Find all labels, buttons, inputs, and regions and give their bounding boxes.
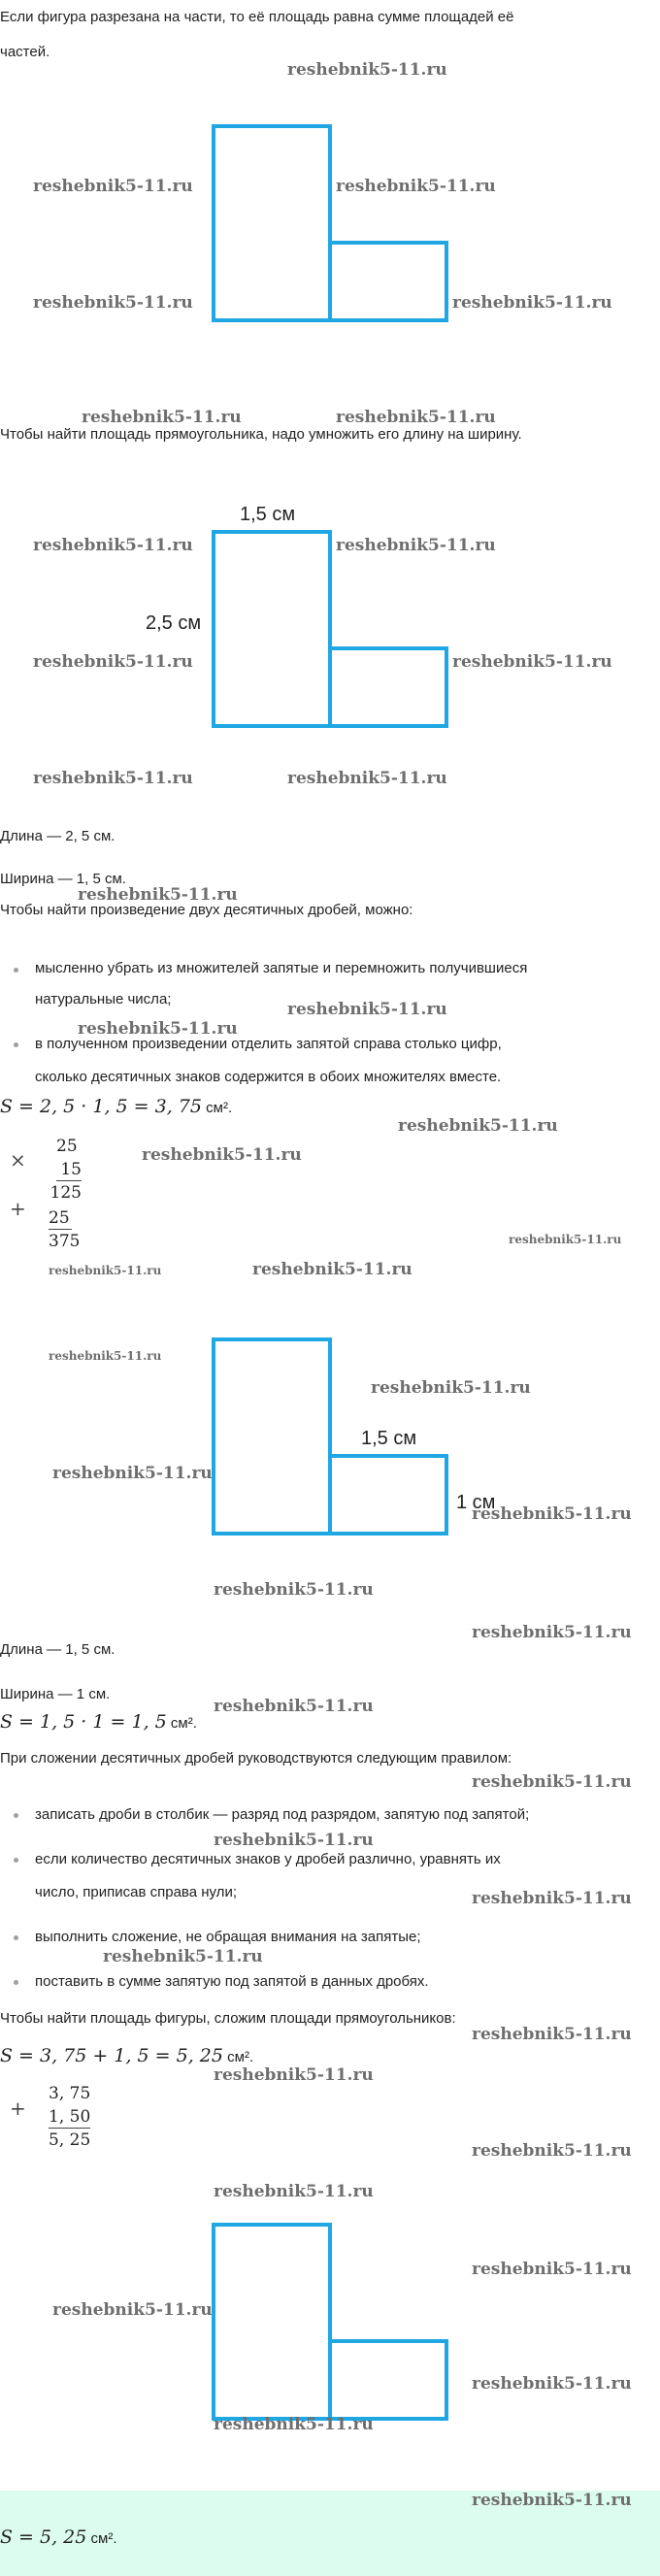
figure-1-tall-rect — [214, 126, 330, 320]
rect1-length: Длина — 2, 5 см. — [0, 828, 116, 844]
decimal-add-title: При сложении десятичных дробей руководствуются следующим правилом: — [0, 1750, 512, 1767]
watermark: reshebnik5-11.ru — [214, 1697, 374, 1716]
watermark: reshebnik5-11.ru — [336, 177, 496, 196]
intro-line-2: частей. — [0, 44, 50, 60]
figure-4-short-rect — [330, 2341, 446, 2419]
figure-3-short-rect — [330, 1456, 446, 1534]
figure-1-short-rect — [330, 243, 446, 320]
watermark: reshebnik5-11.ru — [336, 408, 496, 427]
rect2-width: Ширина — 1 см. — [0, 1686, 111, 1702]
figure-3-side-label: 1 см — [456, 1492, 496, 1513]
col-add-result: 5, 25 — [49, 2130, 91, 2150]
bullet — [14, 1813, 18, 1818]
col-mult-p1: 125 — [50, 1183, 82, 1203]
watermark: reshebnik5-11.ru — [371, 1378, 531, 1398]
add-item-3: выполнить сложение, не обращая внимания на запятые; — [35, 1929, 421, 1945]
watermark: reshebnik5-11.ru — [336, 536, 496, 555]
col-mult-b: 15 — [56, 1159, 82, 1181]
watermark: reshebnik5-11.ru — [33, 652, 193, 672]
watermark: reshebnik5-11.ru — [472, 2374, 632, 2394]
watermark: reshebnik5-11.ru — [49, 1349, 162, 1363]
watermark: reshebnik5-11.ru — [33, 536, 193, 555]
mult-item-2-line-2: сколько десятичных знаков содержится в обоих множителях вместе. — [35, 1069, 502, 1085]
add-item-2-line-1: если количество десятичных знаков у дробей различно, уравнять их — [35, 1851, 501, 1867]
bullet — [14, 968, 18, 973]
watermark: reshebnik5-11.ru — [33, 177, 193, 196]
watermark: reshebnik5-11.ru — [452, 652, 612, 672]
answer-unit: см². — [86, 2530, 117, 2547]
watermark: reshebnik5-11.ru — [82, 408, 242, 427]
watermark: reshebnik5-11.ru — [509, 1233, 622, 1246]
col-mult-p2: 25 — [49, 1207, 72, 1230]
formula-3-expr: S = 3, 75 + 1, 5 = 5, 25 — [0, 2045, 223, 2066]
figure-2 — [0, 493, 660, 736]
mult-item-2-line-1: в полученном произведении отделить запятой справа столько цифр, — [35, 1036, 502, 1052]
watermark: reshebnik5-11.ru — [214, 1580, 374, 1600]
figure-2-short-rect — [330, 648, 446, 726]
col-mult-a: 25 — [56, 1137, 78, 1156]
add-item-1: записать дроби в столбик — разряд под разрядом, запятую под запятой; — [35, 1806, 530, 1823]
col-add-b: 1, 50 — [49, 2107, 91, 2127]
watermark: reshebnik5-11.ru — [398, 1116, 558, 1136]
figure-4 — [0, 2215, 660, 2428]
figure-4-tall-rect — [214, 2225, 330, 2419]
watermark: reshebnik5-11.ru — [214, 1831, 374, 1850]
bullet — [14, 1980, 18, 1985]
bullet — [14, 1042, 18, 1047]
watermark: reshebnik5-11.ru — [472, 2025, 632, 2044]
watermark: reshebnik5-11.ru — [287, 769, 447, 788]
watermark: reshebnik5-11.ru — [214, 2182, 374, 2201]
watermark: reshebnik5-11.ru — [472, 1504, 632, 1524]
times-sign: × — [10, 1148, 26, 1172]
watermark: reshebnik5-11.ru — [103, 1947, 263, 1966]
figure-3-top-label: 1,5 см — [361, 1428, 417, 1449]
watermark: reshebnik5-11.ru — [287, 60, 447, 80]
col-mult-result: 375 — [49, 1232, 81, 1251]
formula-3 — [0, 2046, 253, 2067]
formula-3-unit: см². — [222, 2049, 254, 2065]
figure-3-tall-rect — [214, 1339, 330, 1534]
bullet — [14, 1935, 18, 1940]
formula-1-unit: см². — [202, 1100, 233, 1116]
watermark: reshebnik5-11.ru — [52, 1464, 213, 1483]
watermark: reshebnik5-11.ru — [472, 1889, 632, 1908]
watermark: reshebnik5-11.ru — [472, 1772, 632, 1792]
decimal-mult-title: Чтобы найти произведение двух десятичных дробей, можно: — [0, 902, 413, 918]
watermark: reshebnik5-11.ru — [452, 293, 612, 313]
add-plus-sign: + — [10, 2097, 26, 2120]
watermark: reshebnik5-11.ru — [49, 1264, 162, 1277]
watermark: reshebnik5-11.ru — [78, 1019, 238, 1039]
watermark: reshebnik5-11.ru — [287, 1000, 447, 1019]
watermark: reshebnik5-11.ru — [472, 1623, 632, 1642]
formula-1 — [0, 1097, 232, 1118]
watermark: reshebnik5-11.ru — [472, 2260, 632, 2279]
figure-2-top-label: 1,5 см — [240, 504, 296, 525]
watermark: reshebnik5-11.ru — [472, 2141, 632, 2161]
rect-area-rule: Чтобы найти площадь прямоугольника, надо умножить его длину на ширину. — [0, 426, 522, 443]
add-item-4: поставить в сумме запятую под запятой в данных дробях. — [35, 1973, 429, 1990]
rect2-length: Длина — 1, 5 см. — [0, 1641, 116, 1658]
watermark: reshebnik5-11.ru — [472, 2491, 632, 2510]
watermark: reshebnik5-11.ru — [142, 1145, 302, 1165]
watermark: reshebnik5-11.ru — [52, 2300, 213, 2320]
answer — [0, 2527, 117, 2549]
formula-2-expr: S = 1, 5 · 1 = 1, 5 — [0, 1711, 167, 1733]
watermark: reshebnik5-11.ru — [214, 2065, 374, 2085]
formula-2 — [0, 1712, 197, 1734]
formula-1-expr: S = 2, 5 · 1, 5 = 3, 75 — [0, 1096, 202, 1117]
watermark: reshebnik5-11.ru — [214, 2415, 374, 2434]
bullet — [14, 1858, 18, 1863]
rect1-width: Ширина — 1, 5 см. — [0, 871, 126, 887]
answer-expr: S = 5, 25 — [0, 2526, 87, 2548]
sum-rule: Чтобы найти площадь фигуры, сложим площади прямоугольников: — [0, 2010, 456, 2027]
formula-2-unit: см². — [166, 1715, 197, 1732]
intro-line-1: Если фигура разрезана на части, то её площадь равна сумме площадей её — [0, 9, 514, 25]
watermark: reshebnik5-11.ru — [252, 1260, 412, 1279]
watermark: reshebnik5-11.ru — [33, 293, 193, 313]
col-add-a: 3, 75 — [49, 2084, 91, 2103]
mult-item-1-line-2: натуральные числа; — [35, 991, 172, 1007]
mult-item-1-line-1: мысленно убрать из множителей запятые и перемножить получившиеся — [35, 960, 528, 976]
figure-2-tall-rect — [214, 532, 330, 726]
watermark: reshebnik5-11.ru — [33, 769, 193, 788]
plus-sign: + — [10, 1197, 26, 1220]
watermark: reshebnik5-11.ru — [78, 885, 238, 905]
figure-2-side-label: 2,5 см — [146, 612, 202, 634]
add-item-2-line-2: число, приписав справа нули; — [35, 1884, 237, 1900]
